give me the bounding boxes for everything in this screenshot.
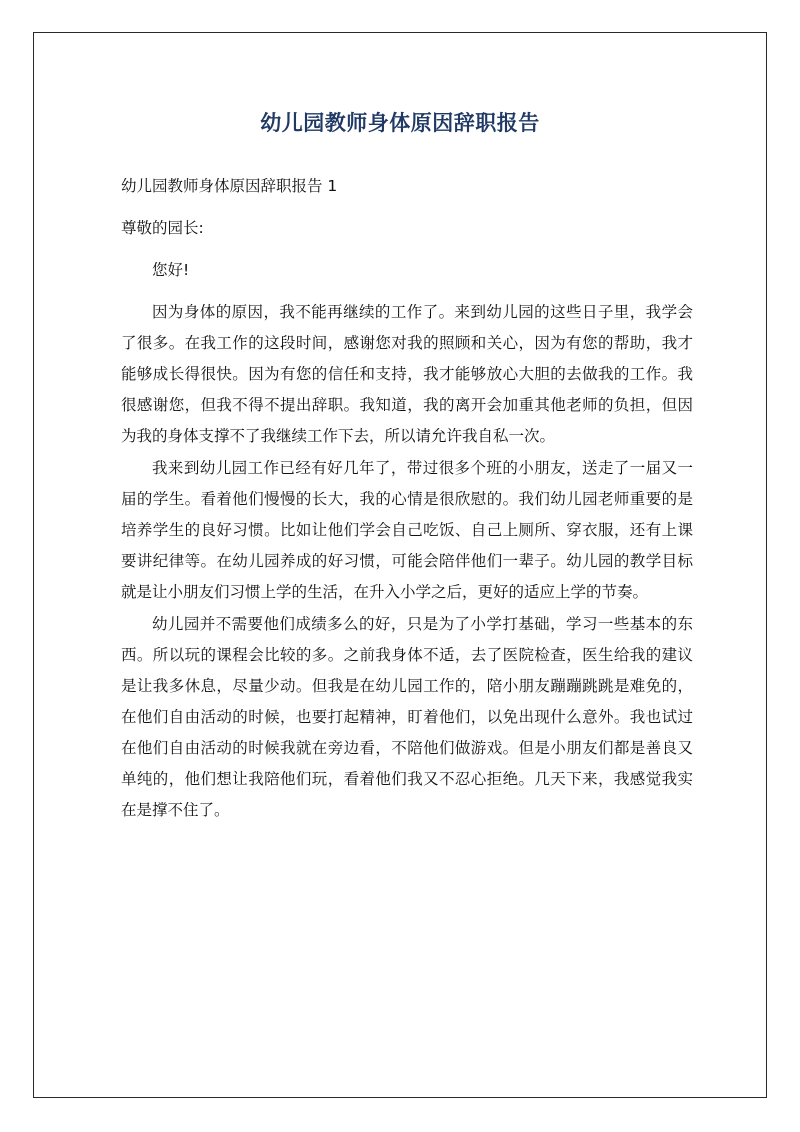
paragraph: 幼儿园并不需要他们成绩多么的好，只是为了小学打基础，学习一些基本的东西。所以玩的课程会比较的多。之前我身体不适，去了医院检查，医生给我的建议是让我多休息，尽量少动。但我是在幼儿园工作的，陪小朋友蹦蹦跳跳是难免的，在他们自由活动的时候，也要打起精神，盯着他们，以免出现什么意外。我也试过在他们自由活动的时候我就在旁边看，不陪他们做游戏。但是小朋友们都是善良又单纯的，他们想让我陪他们玩，看着他们我又不忍心拒绝。几天下来，我感觉我实在是撑不住了。 [121,615,693,819]
salutation: 尊敬的园长: [121,219,204,237]
paragraph: 因为身体的原因，我不能再继续的工作了。来到幼儿园的这些日子里，我学会了很多。在我工作的这段时间，感谢您对我的照顾和关心，因为有您的帮助，我才能够成长得很快。因为有您的信任和支持，我才能够放心大胆的去做我的工作。我很感谢您，但我不得不提出辞职。我知道，我的离开会加重其他老师的负担，但因为我的身体支撑不了我继续工作下去，所以请允许我自私一次。 [121,303,693,445]
document-body [121,171,693,827]
document-subtitle: 幼儿园教师身体原因辞职报告 1 [121,177,338,195]
document-title: 幼儿园教师身体原因辞职报告 [260,111,540,135]
document-page [33,32,767,1098]
greeting: 您好! [152,261,190,279]
paragraph: 我来到幼儿园工作已经有好几年了，带过很多个班的小朋友，送走了一届又一届的学生。看着他们慢慢的长大，我的心情是很欣慰的。我们幼儿园老师重要的是培养学生的良好习惯。比如让他们学会自己吃饭、自己上厕所、穿衣服，还有上课要讲纪律等。在幼儿园养成的好习惯，可能会陪伴他们一辈子。幼儿园的教学目标就是让小朋友们习惯上学的生活，在升入小学之后，更好的适应上学的节奏。 [121,459,693,601]
